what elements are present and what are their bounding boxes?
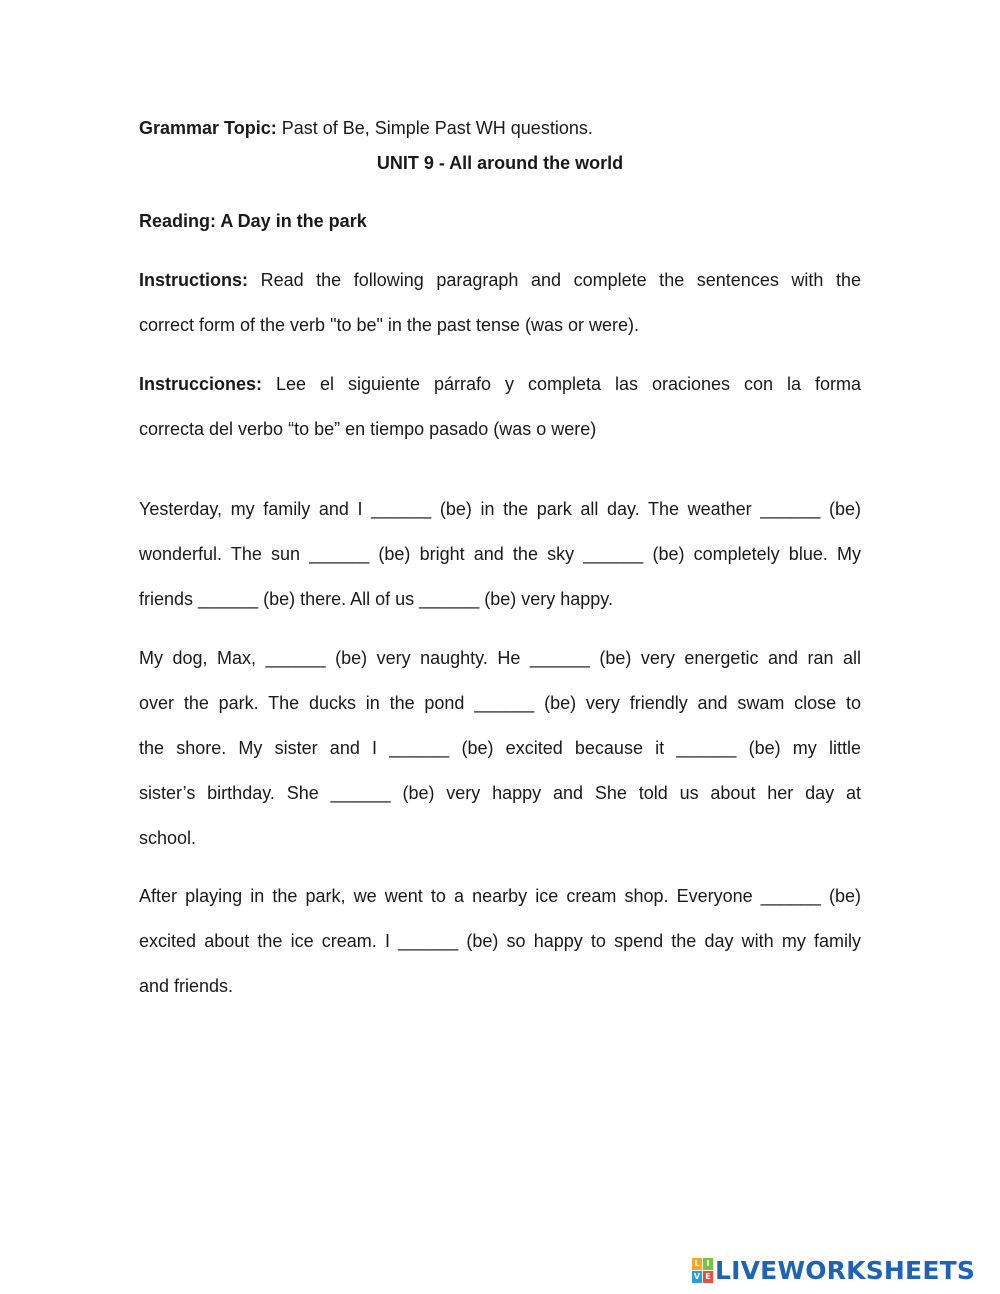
paragraph-1-line-1: Yesterday, my family and I ______ (be) in the park all day. The weather ______ (be): [139, 499, 861, 519]
grammar-topic: [139, 117, 861, 139]
paragraph-3-line-3: and friends.: [139, 976, 234, 996]
paragraph-1-line-2: wonderful. The sun ______ (be) bright and the sky ______ (be) completely blue. My: [139, 544, 861, 564]
logo-mark-letter: L: [692, 1258, 702, 1270]
paragraph-1-line-3: friends ______ (be) there. All of us ______ (be) very happy.: [139, 589, 613, 609]
grammar-topic-label: Grammar Topic:: [139, 118, 277, 138]
liveworksheets-logo-text: LIVEWORKSHEETS: [715, 1255, 976, 1285]
paragraph-2-line-1: My dog, Max, ______ (be) very naughty. He ______ (be) very energetic and ran all: [139, 648, 861, 668]
reading-title: [139, 210, 861, 232]
instructions-es-text-1: Lee el siguiente párrafo y completa las oraciones con la forma: [262, 374, 861, 394]
logo-mark-letter: I: [703, 1258, 713, 1270]
liveworksheets-logo-mark: [692, 1258, 713, 1283]
instructions-en-line-2: correct form of the verb "to be" in the past tense (was or were).: [139, 315, 639, 335]
paragraph-2-line-5: school.: [139, 828, 197, 848]
instructions-es-line-2: correcta del verbo “to be” en tiempo pasado (was o were): [139, 419, 597, 439]
reading-title-text: Reading: A Day in the park: [139, 211, 367, 231]
instructions-es-label: Instrucciones:: [139, 374, 263, 394]
paragraph-2-line-3: the shore. My sister and I ______ (be) excited because it ______ (be) my little: [139, 738, 861, 758]
liveworksheets-logo: [692, 1255, 975, 1285]
instructions-en-text-1: Read the following paragraph and complete the sentences with the: [248, 270, 861, 290]
instructions-en-line-1: [139, 269, 861, 291]
instructions-en-label: Instructions:: [139, 270, 249, 290]
logo-mark-letter: V: [693, 1271, 701, 1281]
unit-title-text: UNIT 9 - All around the world: [376, 153, 624, 173]
logo-mark-letter: E: [703, 1271, 713, 1283]
paragraph-2-line-2: over the park. The ducks in the pond ______ (be) very friendly and swam close to: [139, 693, 861, 713]
grammar-topic-text: Past of Be, Simple Past WH questions.: [276, 118, 593, 138]
paragraph-3-line-2: excited about the ice cream. I ______ (be) so happy to spend the day with my family: [139, 931, 861, 951]
unit-title: [139, 152, 861, 174]
paragraph-2-line-4: sister’s birthday. She ______ (be) very happy and She told us about her day at: [139, 783, 861, 803]
instructions-es-line-1: [139, 373, 861, 395]
paragraph-3-line-1: After playing in the park, we went to a nearby ice cream shop. Everyone ______ (be): [139, 886, 861, 906]
